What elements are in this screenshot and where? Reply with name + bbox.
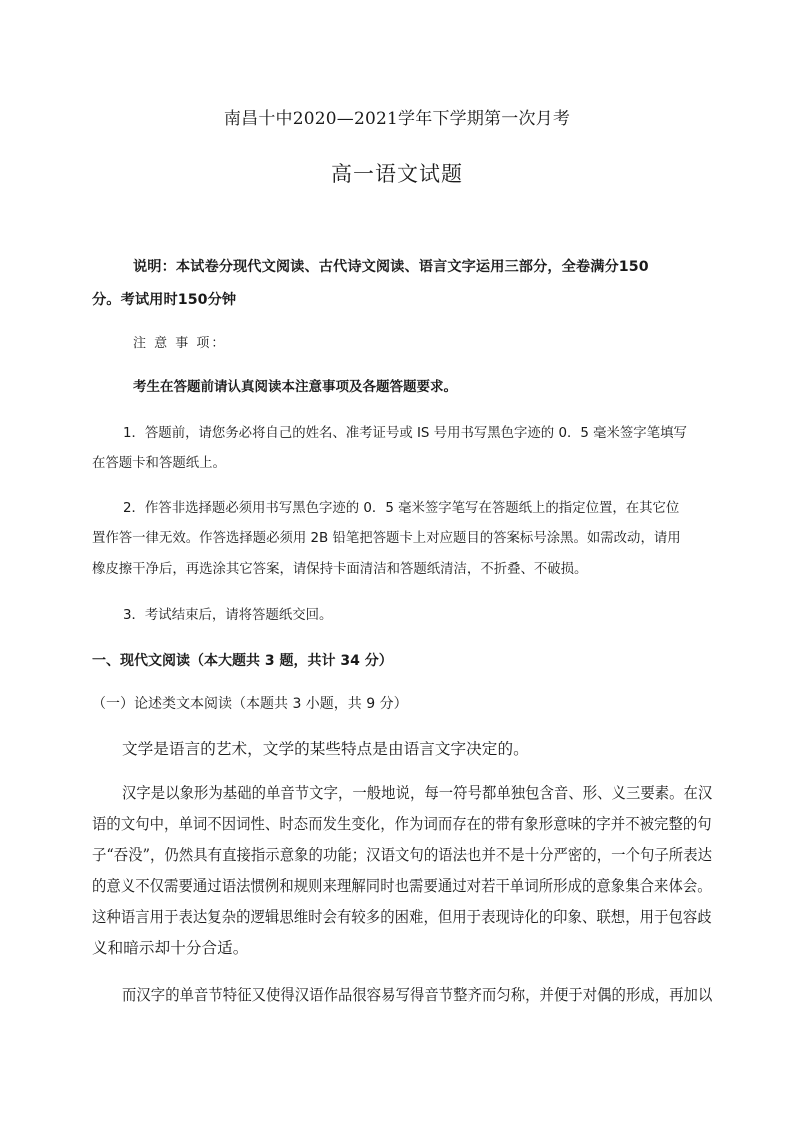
note-line-1: 说明：本试卷分现代文阅读、古代诗文阅读、语言文字运用三部分，全卷满分150 <box>133 259 649 275</box>
instruction-item-1-line-1: 1．答题前，请您务必将自己的姓名、准考证号或 IS 号用书写黑色字迹的 0．5 毫米签字笔填写 <box>123 426 687 441</box>
paragraph-2-line-4: 的意义不仅需要通过语法惯例和规则来理解同时也需要通过对若干单词所形成的意象集合来体会。 <box>92 877 712 895</box>
instruction-item-2-line-3: 橡皮擦干净后，再选涂其它答案，请保持卡面清洁和答题纸清洁，不折叠、不破损。 <box>92 562 588 577</box>
paragraph-1: 文学是语言的艺术，文学的某些特点是由语言文字决定的。 <box>122 740 529 758</box>
section-1-subheading: （一）论述类文本阅读（本题共 3 小题，共 9 分） <box>92 696 408 712</box>
instruction-item-3: 3．考试结束后，请将答题纸交回。 <box>123 608 333 623</box>
exam-title: 南昌十中2020—2021学年下学期第一次月考 <box>223 109 571 129</box>
note-line-2: 分。考试用时150分钟 <box>92 292 237 308</box>
paragraph-2-line-6: 义和暗示却十分合适。 <box>92 939 249 957</box>
instruction-item-2-line-2: 置作答一律无效。作答选择题必须用 2B 铅笔把答题卡上对应题目的答案标号涂黑。如需改动，请用 <box>92 531 681 546</box>
attention-label: 注 意 事 项： <box>133 336 227 351</box>
instruction-item-1-line-2: 在答题卡和答题纸上。 <box>92 456 226 471</box>
instructions-intro: 考生在答题前请认真阅读本注意事项及各题答题要求。 <box>133 379 457 395</box>
paragraph-2-line-1: 汉字是以象形为基础的单音节文字，一般地说，每一符号都单独包含音、形、义三要素。在汉 <box>122 784 713 802</box>
instruction-item-2-line-1: 2．作答非选择题必须用书写黑色字迹的 0．5 毫米签字笔写在答题纸上的指定位置，在其它位 <box>123 501 680 516</box>
paragraph-2-line-3: 子“吞没”，仍然具有直接指示意象的功能；汉语文句的语法也并不是十分严密的，一个句子所表达 <box>92 846 713 864</box>
paragraph-2-line-5: 这种语言用于表达复杂的逻辑思维时会有较多的困难，但用于表现诗化的印象、联想，用于包容歧 <box>92 908 712 926</box>
subject-title: 高一语文试题 <box>331 162 463 186</box>
section-1-heading: 一、现代文阅读（本大题共 3 题，共计 34 分） <box>92 653 393 669</box>
paragraph-3-line-1: 而汉字的单音节特征又使得汉语作品很容易写得音节整齐而匀称，并便于对偶的形成，再加以 <box>122 986 713 1004</box>
paragraph-2-line-2: 语的文句中，单词不因词性、时态而发生变化，作为词而存在的带有象形意味的字并不被完整的句 <box>92 815 712 833</box>
